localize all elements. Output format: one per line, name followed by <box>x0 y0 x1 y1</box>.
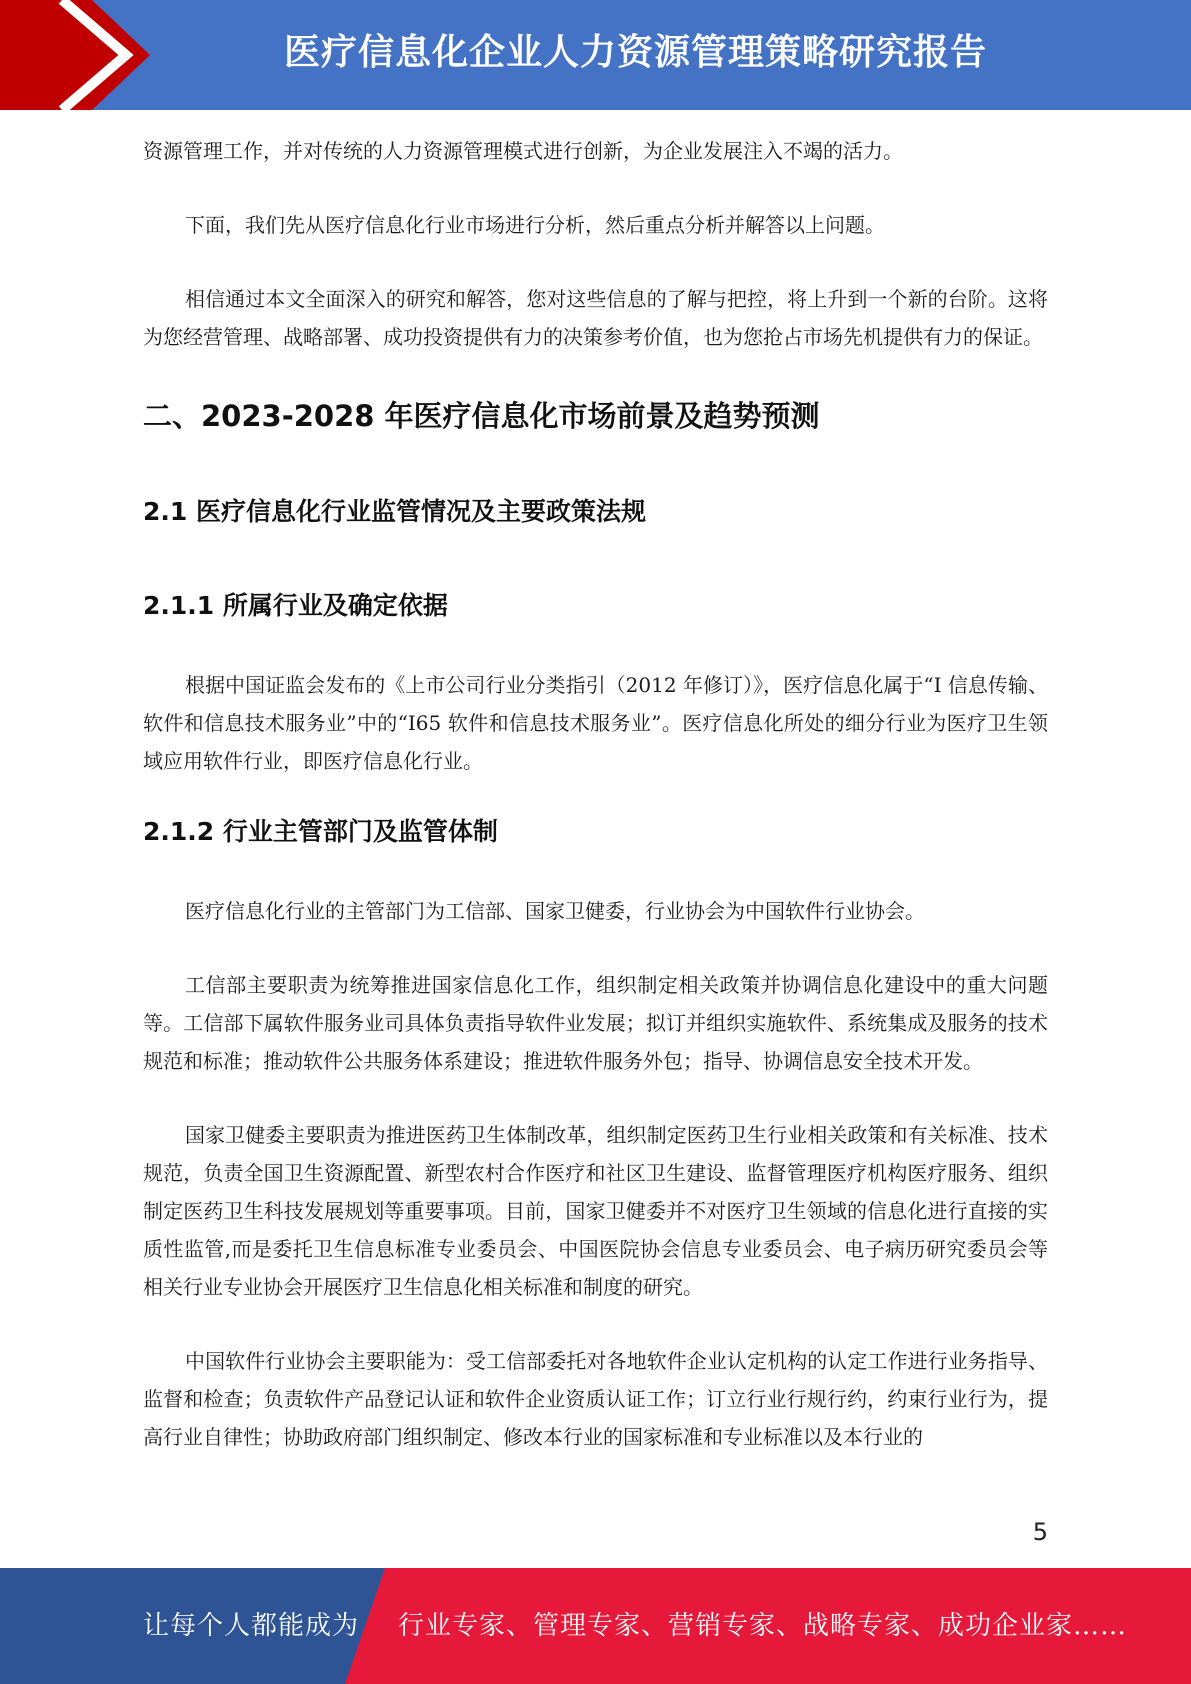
page-number: 5 <box>1032 1518 1048 1546</box>
paragraph-authorities: 医疗信息化行业的主管部门为工信部、国家卫健委，行业协会为中国软件行业协会。 <box>185 899 925 923</box>
report-title: 医疗信息化企业人力资源管理策略研究报告 <box>283 32 987 73</box>
paragraph-nhc-duties: 国家卫健委主要职责为推进医药卫生体制改革，组织制定医药卫生行业相关政策和有关标准、技术规范，负责全国卫生资源配置、新型农村合作医疗和社区卫生建设、监督管理医疗机构医疗服务、组织制定医药卫生科技发展规划等重要事项。目前，国家卫健委并不对医疗卫生领域的信息化进行直接的实质性监管,而是委托卫生信息标准专业委员会、中国医院协会信息专业委员会、电子病历研究委员会等相关行业专业协会开展医疗卫生信息化相关标准和制度的研究。 <box>143 1123 1048 1299</box>
paragraph-believe: 相信通过本文全面深入的研究和解答，您对这些信息的了解与把控，将上升到一个新的台阶。这将为您经营管理、战略部署、成功投资提供有力的决策参考价值，也为您抢占市场先机提供有力的保证。 <box>143 287 1048 349</box>
paragraph-intro-tail: 资源管理工作，并对传统的人力资源管理模式进行创新，为企业发展注入不竭的活力。 <box>143 139 903 163</box>
section-heading-2-1-2: 2.1.2 行业主管部门及监管体制 <box>143 817 498 846</box>
footer-slogan-left: 让每个人都能成为 <box>143 1611 360 1641</box>
footer-slogan-right: 行业专家、管理专家、营销专家、战略专家、成功企业家…… <box>398 1611 1128 1641</box>
paragraph-next-steps: 下面，我们先从医疗信息化行业市场进行分析，然后重点分析并解答以上问题。 <box>185 213 885 237</box>
header-banner <box>0 0 1191 110</box>
section-heading-2: 二、2023-2028 年医疗信息化市场前景及趋势预测 <box>143 399 820 433</box>
paragraph-miit-duties: 工信部主要职责为统筹推进国家信息化工作，组织制定相关政策并协调信息化建设中的重大问题等。工信部下属软件服务业司具体负责指导软件业发展；拟订并组织实施软件、系统集成及服务的技术规范和标准；推动软件公共服务体系建设；推进软件服务外包；指导、协调信息安全技术开发。 <box>143 973 1048 1073</box>
report-content <box>143 132 1048 1456</box>
header-red-arrow-shape <box>0 0 150 110</box>
paragraph-industry-classification: 根据中国证监会发布的《上市公司行业分类指引（2012 年修订）》，医疗信息化属于“I 信息传输、软件和信息技术服务业”中的“I65 软件和信息技术服务业”。医疗信息化所处的细分行业为医疗卫生领域应用软件行业，即医疗信息化行业。 <box>143 673 1048 773</box>
paragraph-csia-duties: 中国软件行业协会主要职能为：受工信部委托对各地软件企业认定机构的认定工作进行业务指导、监督和检查；负责软件产品登记认证和软件企业资质认证工作；订立行业行规行约，约束行业行为，提高行业自律性；协助政府部门组织制定、修改本行业的国家标准和专业标准以及本行业的 <box>143 1349 1048 1449</box>
footer-banner <box>0 1568 1191 1684</box>
section-heading-2-1-1: 2.1.1 所属行业及确定依据 <box>143 591 448 620</box>
section-heading-2-1: 2.1 医疗信息化行业监管情况及主要政策法规 <box>143 497 646 526</box>
